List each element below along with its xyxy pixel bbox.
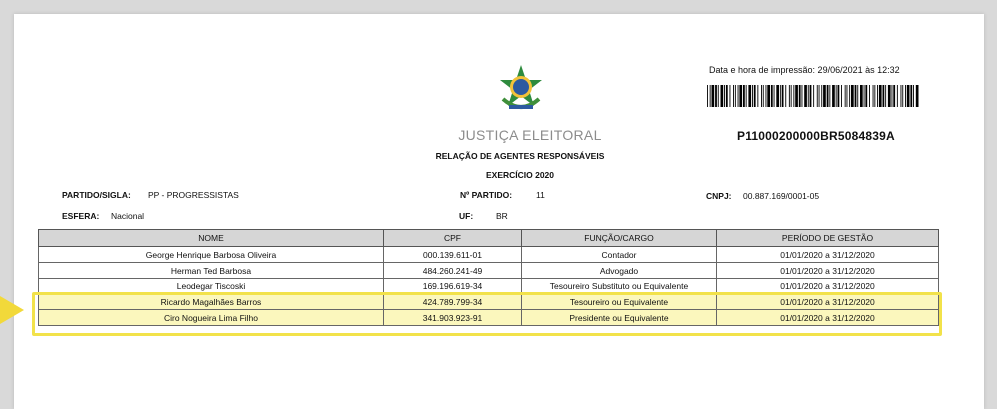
cell-role: Tesoureiro Substituto ou Equivalente — [522, 279, 717, 294]
print-date: Data e hora de impressão: 29/06/2021 às 12:32 — [709, 65, 900, 75]
cell-period: 01/01/2020 a 31/12/2020 — [717, 279, 939, 294]
party-number-label: Nº PARTIDO: — [460, 190, 513, 200]
uf-value: BR — [496, 211, 508, 221]
table-row — [39, 279, 939, 294]
cell-name: George Henrique Barbosa Oliveira — [39, 247, 384, 263]
cell-period: 01/01/2020 a 31/12/2020 — [717, 310, 939, 326]
table-row — [39, 263, 939, 279]
cell-cpf: 484.260.241-49 — [384, 263, 522, 279]
cell-period: 01/01/2020 a 31/12/2020 — [717, 294, 939, 310]
cnpj-value: 00.887.169/0001-05 — [743, 191, 820, 201]
party-label: PARTIDO/SIGLA: — [62, 190, 131, 200]
organization-name: JUSTIÇA ELEITORAL — [458, 127, 602, 143]
sphere-label: ESFERA: — [62, 211, 100, 221]
cell-cpf: 424.789.799-34 — [384, 294, 522, 310]
header-role: FUNÇÃO/CARGO — [522, 230, 717, 247]
uf-label: UF: — [459, 211, 474, 221]
brazil-coat-of-arms-icon — [495, 63, 547, 115]
cell-name: Ciro Nogueira Lima Filho — [39, 310, 384, 326]
sphere-value: Nacional — [111, 211, 145, 221]
cell-role: Presidente ou Equivalente — [522, 310, 717, 326]
cell-name: Leodegar Tiscoski — [39, 279, 384, 294]
cell-name: Ricardo Magalhães Barros — [39, 294, 384, 310]
party-number-value: 11 — [536, 190, 545, 200]
cell-cpf: 000.139.611-01 — [384, 247, 522, 263]
cell-period: 01/01/2020 a 31/12/2020 — [717, 263, 939, 279]
header-period: PERÍODO DE GESTÃO — [717, 230, 939, 247]
cell-cpf: 169.196.619-34 — [384, 279, 522, 294]
cnpj-label: CNPJ: — [706, 191, 732, 201]
report-title: RELAÇÃO DE AGENTES RESPONSÁVEIS — [435, 151, 605, 161]
cell-cpf: 341.903.923-91 — [384, 310, 522, 326]
cell-role: Advogado — [522, 263, 717, 279]
barcode-image — [707, 85, 919, 107]
agents-table — [38, 229, 939, 326]
cell-role: Contador — [522, 247, 717, 263]
exercise-year: EXERCÍCIO 2020 — [485, 170, 555, 180]
header-name: NOME — [39, 230, 384, 247]
cell-period: 01/01/2020 a 31/12/2020 — [717, 247, 939, 263]
party-value: PP - PROGRESSISTAS — [148, 190, 239, 200]
cell-name: Herman Ted Barbosa — [39, 263, 384, 279]
table-header-row — [39, 230, 939, 247]
pointer-arrow-icon — [0, 296, 24, 324]
header-cpf: CPF — [384, 230, 522, 247]
table-row-highlighted — [39, 294, 939, 310]
document-code: P11000200000BR5084839A — [737, 129, 895, 143]
table-row — [39, 247, 939, 263]
cell-role: Tesoureiro ou Equivalente — [522, 294, 717, 310]
table-row-highlighted — [39, 310, 939, 326]
